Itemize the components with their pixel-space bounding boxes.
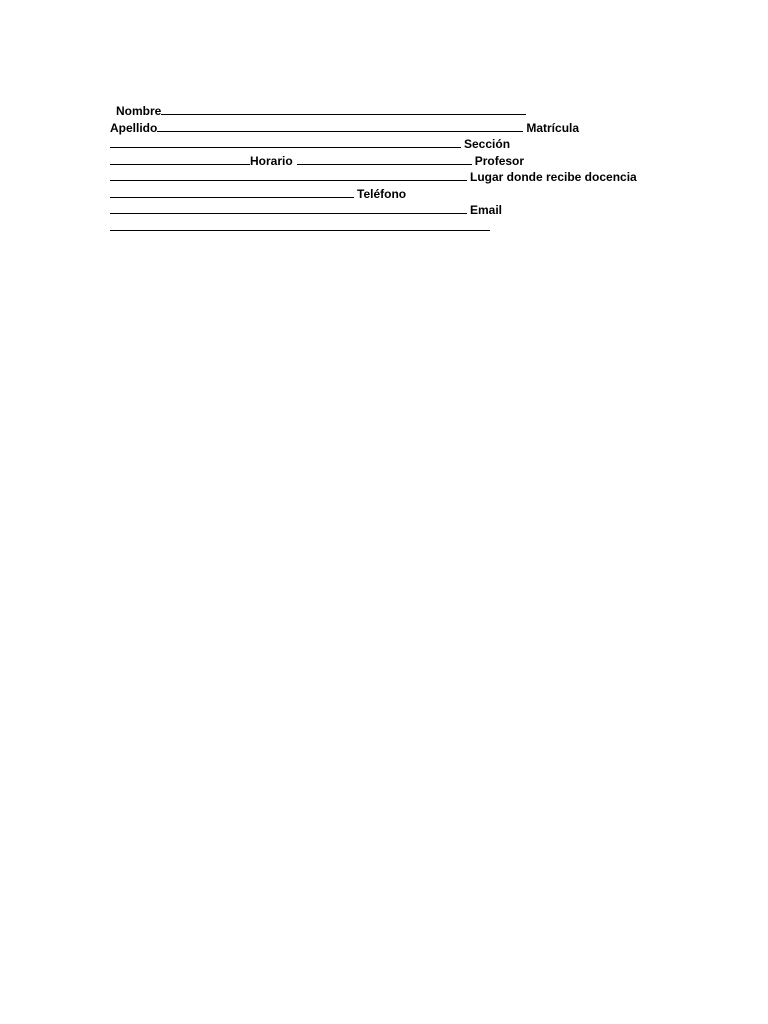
nombre-blank[interactable] [161,102,526,115]
telefono-label: Teléfono [357,186,407,201]
form-line-6 [110,185,655,202]
form-line-2 [110,119,655,136]
form-line-7 [110,201,655,218]
email-label: Email [470,203,503,217]
form-line-3 [110,135,655,152]
horario-label: Horario [250,153,293,168]
lugar-blank[interactable] [110,185,354,198]
form-line-4 [110,152,655,169]
matricula-label: Matrícula [526,120,580,135]
telefono-blank[interactable] [110,201,467,214]
matricula-blank[interactable] [110,135,461,148]
form-line-1 [110,102,655,119]
form-line-5 [110,168,655,185]
form-line-8 [110,218,655,235]
profesor-label: Profesor [474,153,525,168]
seccion-label: Sección [464,137,511,151]
horario-blank[interactable] [297,152,472,165]
nombre-label: Nombre [116,104,162,118]
email-blank[interactable] [110,218,490,231]
apellido-label: Apellido [110,120,158,135]
apellido-blank[interactable] [157,119,523,132]
profesor-blank[interactable] [110,168,467,181]
seccion-blank[interactable] [110,152,250,165]
student-info-form [110,102,655,234]
lugar-label: Lugar donde recibe docencia [470,170,637,184]
